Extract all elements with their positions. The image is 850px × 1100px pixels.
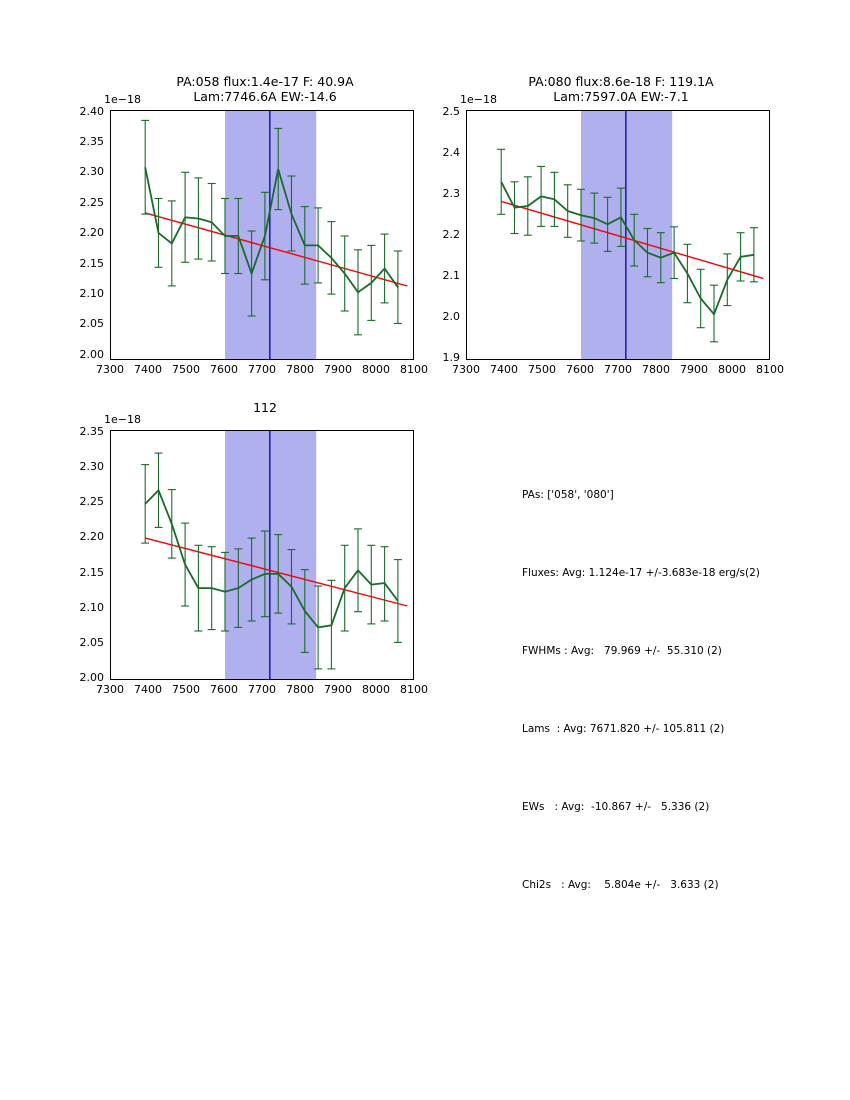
panel-112-ytick-1: 2.05 — [79, 636, 104, 649]
panel-112-xtick-8: 8100 — [400, 683, 428, 696]
panel-pa058-xtick-1: 7400 — [134, 363, 162, 376]
panel-pa080-xtick-5: 7800 — [642, 363, 670, 376]
stats-line-fluxes: Fluxes: Avg: 1.124e-17 +/-3.683e-18 erg/s(2) — [522, 567, 760, 579]
panel-112-title-line1: 112 — [253, 400, 277, 415]
summary-stats — [522, 430, 822, 950]
stats-line-lams: Lams : Avg: 7671.820 +/- 105.811 (2) — [522, 723, 725, 735]
panel-pa080-ytick-3: 2.2 — [442, 228, 460, 241]
panel-pa058 — [79, 70, 428, 376]
panel-pa080-svg — [467, 111, 770, 360]
panel-pa080-xtick-3: 7600 — [566, 363, 594, 376]
panel-pa080-plot-area — [466, 110, 770, 360]
panel-pa080-ytick-1: 2.0 — [442, 310, 460, 323]
panel-pa058-xtick-5: 7800 — [286, 363, 314, 376]
panel-112-xtick-2: 7500 — [172, 683, 200, 696]
panel-pa080-xtick-4: 7700 — [604, 363, 632, 376]
panel-112-plot-area — [110, 430, 414, 680]
panel-pa058-xtick-7: 8000 — [362, 363, 390, 376]
panel-112-xtick-5: 7800 — [286, 683, 314, 696]
stats-line-pas: PAs: ['058', '080'] — [522, 489, 614, 501]
panel-pa058-plot-area — [110, 110, 414, 360]
panel-pa058-ytick-7: 2.35 — [79, 135, 104, 148]
panel-pa058-ytick-4: 2.20 — [79, 226, 104, 239]
panel-pa080-title-line1: PA:080 flux:8.6e-18 F: 119.1A — [528, 74, 714, 89]
panel-pa080-ytick-5: 2.4 — [442, 146, 460, 159]
panel-pa080 — [442, 70, 784, 376]
panel-112-xtick-1: 7400 — [134, 683, 162, 696]
panel-112-ytick-6: 2.30 — [79, 460, 104, 473]
panel-pa080-title-line2: Lam:7597.0A EW:-7.1 — [553, 89, 689, 104]
panel-112-ytick-5: 2.25 — [79, 495, 104, 508]
stats-line-ews: EWs : Avg: -10.867 +/- 5.336 (2) — [522, 801, 710, 813]
panel-112-ytick-7: 2.35 — [79, 425, 104, 438]
panel-pa058-xtick-0: 7300 — [96, 363, 124, 376]
panel-pa058-exponent: 1e−18 — [104, 93, 141, 106]
panel-pa058-xtick-8: 8100 — [400, 363, 428, 376]
panel-pa058-ytick-0: 2.00 — [79, 348, 104, 361]
panel-112-ytick-2: 2.10 — [79, 601, 104, 614]
panel-pa058-xtick-2: 7500 — [172, 363, 200, 376]
panel-pa058-xtick-3: 7600 — [210, 363, 238, 376]
panel-pa080-ytick-4: 2.3 — [442, 187, 460, 200]
panel-pa080-xtick-1: 7400 — [490, 363, 518, 376]
panel-pa080-xtick-7: 8000 — [718, 363, 746, 376]
stats-line-fwhms: FWHMs : Avg: 79.969 +/- 55.310 (2) — [522, 645, 722, 657]
panel-112-xtick-3: 7600 — [210, 683, 238, 696]
panel-112-xtick-0: 7300 — [96, 683, 124, 696]
panel-pa058-ytick-2: 2.10 — [79, 287, 104, 300]
panel-112-xtick-7: 8000 — [362, 683, 390, 696]
panel-112 — [79, 390, 428, 696]
panel-pa080-xtick-0: 7300 — [452, 363, 480, 376]
panel-pa058-ytick-1: 2.05 — [79, 317, 104, 330]
panel-pa080-xtick-8: 8100 — [756, 363, 784, 376]
panel-pa058-ytick-8: 2.40 — [79, 105, 104, 118]
panel-pa080-ytick-6: 2.5 — [442, 105, 460, 118]
panel-112-exponent: 1e−18 — [104, 413, 141, 426]
panel-pa080-exponent: 1e−18 — [460, 93, 497, 106]
panel-112-svg — [111, 431, 414, 680]
panel-112-xtick-6: 7900 — [324, 683, 352, 696]
panel-pa080-xtick-6: 7900 — [680, 363, 708, 376]
panel-112-xtick-4: 7700 — [248, 683, 276, 696]
panel-pa058-title-line2: Lam:7746.6A EW:-14.6 — [193, 89, 337, 104]
panel-pa058-ytick-6: 2.30 — [79, 165, 104, 178]
panel-pa058-xtick-4: 7700 — [248, 363, 276, 376]
panel-pa080-ytick-2: 2.1 — [442, 269, 460, 282]
panel-pa080-xtick-2: 7500 — [528, 363, 556, 376]
panel-pa058-svg — [111, 111, 414, 360]
panel-112-ytick-4: 2.20 — [79, 530, 104, 543]
panel-pa058-ytick-5: 2.25 — [79, 196, 104, 209]
panel-112-ytick-0: 2.00 — [79, 671, 104, 684]
panel-pa058-ytick-3: 2.15 — [79, 257, 104, 270]
panel-112-ytick-3: 2.15 — [79, 566, 104, 579]
panel-pa058-title-line1: PA:058 flux:1.4e-17 F: 40.9A — [176, 74, 354, 89]
panel-pa058-xtick-6: 7900 — [324, 363, 352, 376]
stats-line-chi2s: Chi2s : Avg: 5.804e +/- 3.633 (2) — [522, 879, 719, 891]
panel-pa080-ytick-0: 1.9 — [442, 351, 460, 364]
